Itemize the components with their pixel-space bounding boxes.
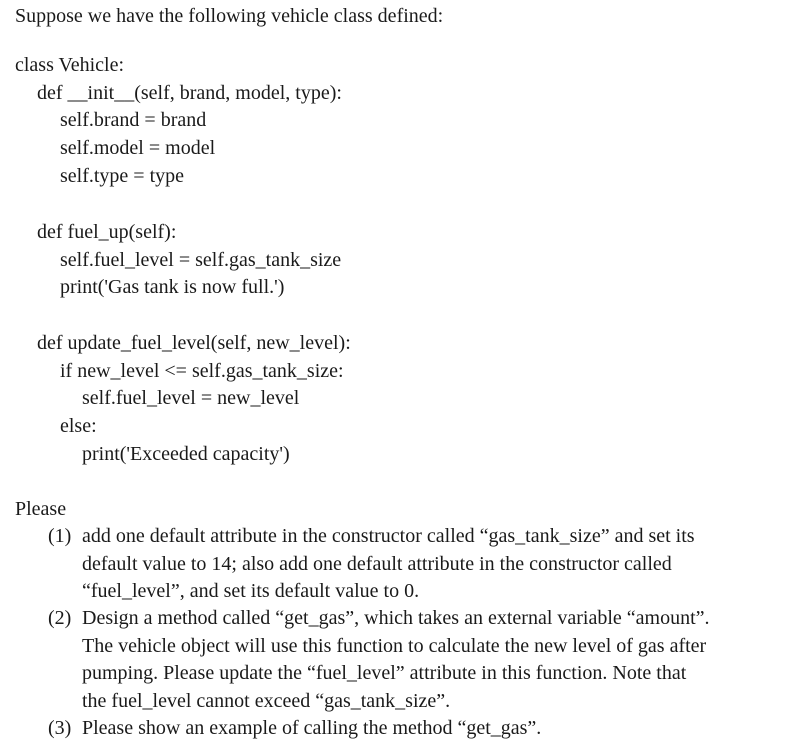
task-line: the fuel_level cannot exceed “gas_tank_size”.: [82, 689, 451, 712]
task-item-2: [48, 605, 788, 715]
task-number: (1): [48, 525, 72, 547]
code-line: print('Gas tank is now full.'): [60, 276, 285, 298]
task-line: add one default attribute in the constructor called “gas_tank_size” and set its: [82, 525, 695, 547]
code-line: self.model = model: [60, 137, 216, 159]
code-line: self.fuel_level = self.gas_tank_size: [60, 249, 342, 271]
code-line: self.type = type: [60, 165, 185, 187]
task-line: Please show an example of calling the method “get_gas”.: [82, 717, 542, 739]
task-line: default value to 14; also add one default attribute in the constructor called: [82, 552, 672, 575]
code-init-def: def __init__(self, brand, model, type):: [37, 82, 342, 104]
code-if-line: if new_level <= self.gas_tank_size:: [60, 360, 344, 382]
intro-text: Suppose we have the following vehicle class defined:: [15, 5, 444, 27]
task-line: The vehicle object will use this function to calculate the new level of gas after: [82, 634, 707, 657]
task-line: pumping. Please update the “fuel_level” attribute in this function. Note that: [82, 662, 687, 684]
please-heading: Please: [15, 498, 67, 520]
task-number: (2): [48, 607, 72, 629]
task-item-3: [48, 715, 788, 743]
code-line: self.fuel_level = new_level: [82, 387, 300, 409]
task-body: [82, 605, 782, 715]
code-else-line: else:: [60, 415, 97, 437]
task-item-1: [48, 523, 788, 606]
task-line: “fuel_level”, and set its default value to 0.: [82, 580, 420, 602]
task-line: Design a method called “get_gas”, which takes an external variable “amount”.: [82, 607, 710, 629]
task-body: [82, 523, 782, 606]
task-number: (3): [48, 717, 72, 739]
task-body: [82, 715, 782, 743]
code-update-def: def update_fuel_level(self, new_level):: [37, 332, 351, 354]
code-line: self.brand = brand: [60, 109, 207, 131]
code-line: print('Exceeded capacity'): [82, 443, 290, 465]
code-fuel-up-def: def fuel_up(self):: [37, 221, 177, 243]
code-class-declaration: class Vehicle:: [15, 54, 125, 76]
